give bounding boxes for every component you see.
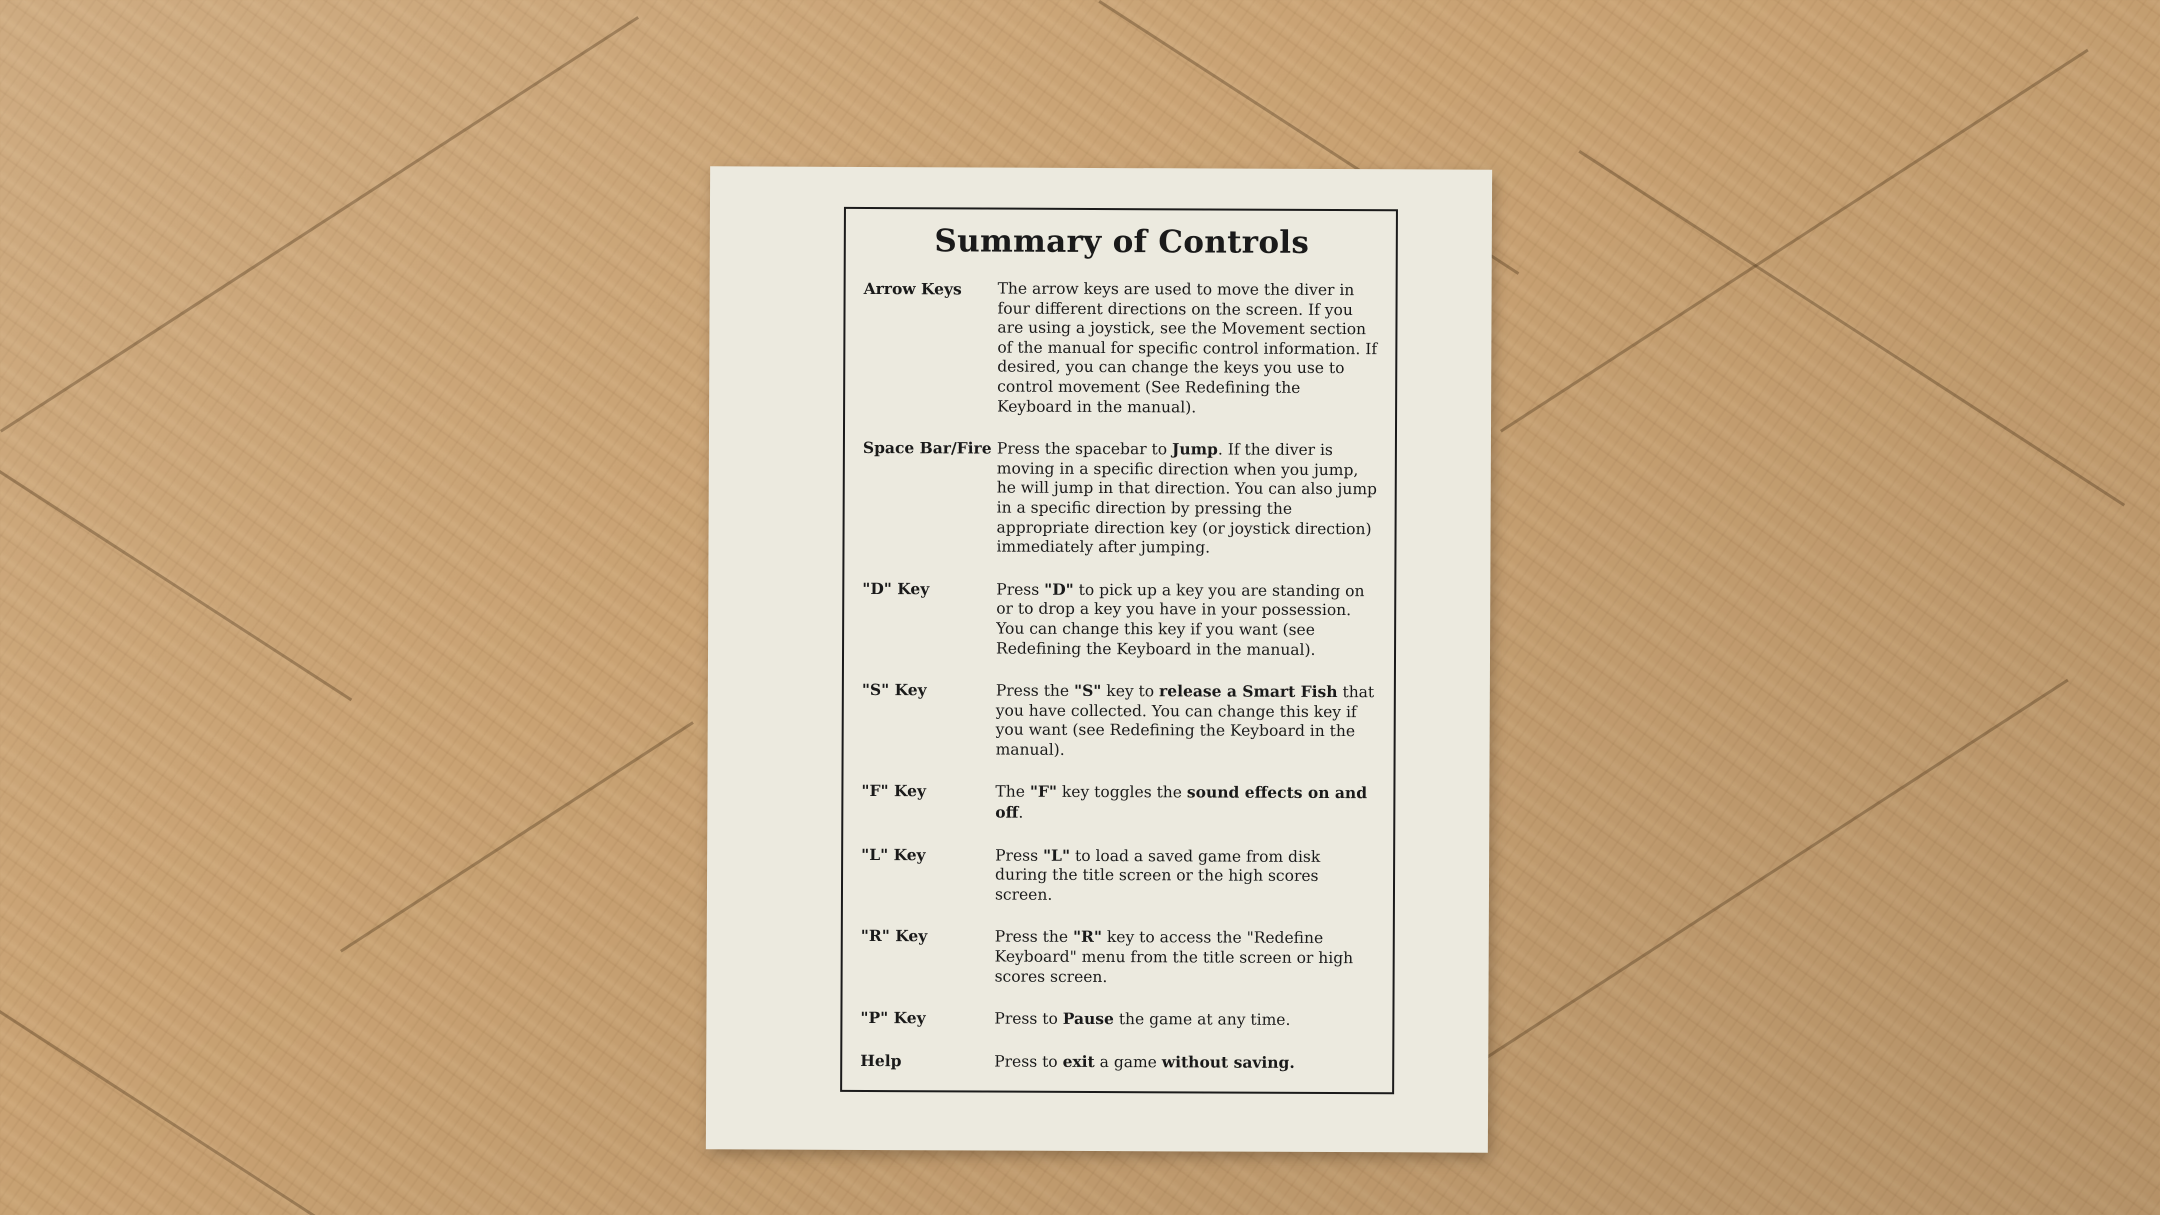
description-text: Press [996,580,1045,599]
description-text: . If the diver is moving in a specific direction when you jump, he will jump in that direction. You can also jump in a specific direction by pressing the appropriate direction key (or joystick direction) immediately after jumping. [996,440,1378,557]
control-row [861,926,1377,988]
control-description [995,845,1377,906]
control-description [995,927,1377,988]
floor-seam [1480,679,2069,1063]
emphasis-text: "D" [1044,579,1074,599]
emphasis-text: sound effects on and off [995,782,1368,822]
description-text: Press the [994,927,1073,947]
floor-seam [0,16,639,432]
emphasis-text: Pause [1062,1009,1114,1029]
control-key-label: Arrow Keys [863,278,962,299]
control-description [994,1051,1376,1073]
control-description [996,681,1378,762]
control-row [863,279,1380,418]
description-text: a game [1094,1052,1162,1072]
description-text: to pick up a key you are standing on or to drop a key you have in your possession. You can change this key if you want (see Redefining the Keyboard in the manual). [996,580,1365,659]
emphasis-text: Jump [1172,439,1218,459]
description-text: The [995,783,1030,802]
control-description [997,280,1380,419]
control-key-label: "F" Key [861,781,927,801]
control-row [860,1051,1376,1074]
control-description [995,782,1377,825]
control-key-label: "R" Key [860,926,928,946]
control-row [862,680,1378,762]
floor-seam [1500,49,2089,433]
control-key-label: "L" Key [861,844,926,864]
description-text: key toggles the [1056,783,1187,802]
description-text: Press the [995,681,1075,700]
description-text: Press to [994,1052,1063,1071]
control-description [994,1009,1376,1031]
page-title: Summary of Controls [934,223,1310,261]
description-text: The arrow keys are used to move the diver in four different directions on the screen. If you are using a joystick, see the Movement section of the manual for specific control information. If desired, you can change the keys you use to control movement (See Redefining the Keyboard in the manual). [997,279,1378,416]
floor-seam [340,721,694,952]
control-key-label: "S" Key [861,680,927,700]
description-text: that you have collected. You can change this key if you want (see Redefining the Keyboard in the manual). [995,683,1375,759]
description-text: the game at any time. [1113,1010,1291,1030]
control-key-label: "P" Key [860,1008,926,1028]
control-key-label: Help [860,1050,902,1070]
controls-frame [840,207,1398,1094]
description-text: key to [1101,682,1160,701]
emphasis-text: "S" [1073,680,1102,701]
control-row [862,438,1379,559]
floor-seam [0,1010,503,1215]
description-text: key to access the "Redefine Keyboard" menu from the title screen or high scores screen. [994,928,1354,986]
emphasis-text: "F" [1029,782,1058,802]
control-key-label: "D" Key [862,578,930,598]
emphasis-text: exit [1062,1051,1095,1071]
description-text: to load a saved game from disk during the title screen or the high scores screen. [994,846,1321,904]
reference-card [706,166,1492,1152]
emphasis-text: "R" [1072,927,1103,947]
emphasis-text: release a Smart Fish [1159,681,1338,702]
control-description [996,439,1379,559]
floor-seam [0,470,352,701]
emphasis-text: "L" [1042,845,1071,865]
description-text: . [1018,803,1024,822]
control-row [861,781,1377,824]
control-row [862,579,1378,661]
controls-list [860,279,1379,1074]
control-row [861,845,1377,907]
description-text: Press the spacebar to [996,439,1173,459]
description-text: Press [995,846,1044,865]
control-key-label: Space Bar/Fire [862,438,992,458]
control-description [996,579,1378,660]
description-text: Press to [994,1009,1063,1029]
control-row [860,1008,1376,1031]
emphasis-text: without saving. [1161,1052,1295,1072]
